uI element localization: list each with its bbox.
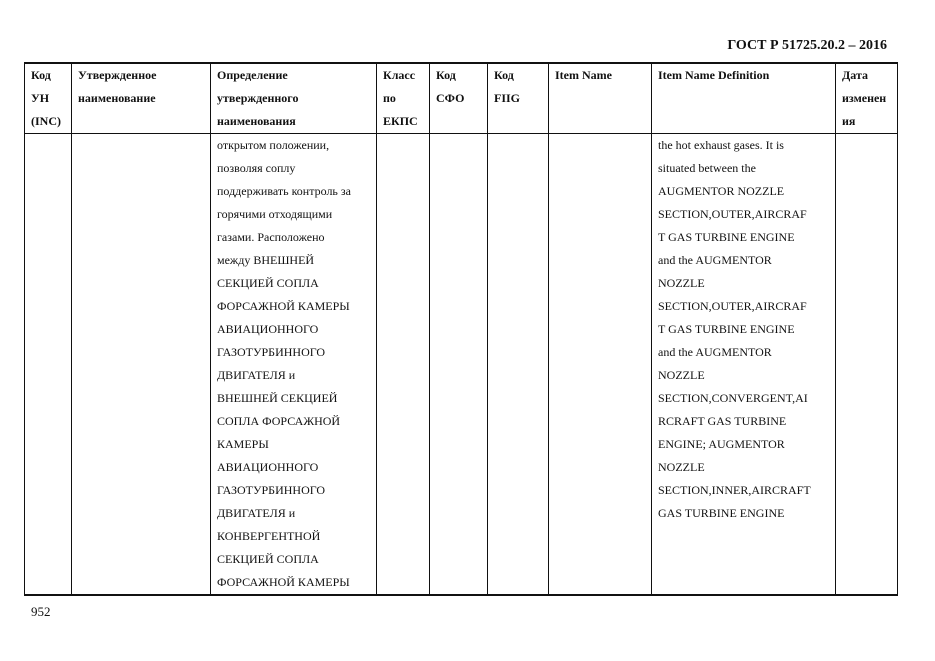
- cell-class: [377, 134, 430, 596]
- header-sfo-code: Код СФО: [430, 63, 488, 134]
- header-fiig-code: Код FIIG: [488, 63, 549, 134]
- header-approved-name: Утвержденное наименование: [72, 63, 211, 134]
- table-header-row: [25, 63, 898, 134]
- header-inc-code: Код УН (INC): [25, 63, 72, 134]
- header-name-definition-ru: Определение утвержденного наименования: [211, 63, 377, 134]
- cell-definition-ru: открытом положении, позволяя соплу поддерживать контроль за горячими отходящими газами. Расположено между ВНЕШНЕЙ СЕКЦИЕЙ СОПЛА ФОРСАЖНОЙ КАМЕРЫ АВИАЦИОННОГО ГАЗОТУРБИННОГО ДВИГАТЕЛЯ и ВНЕШНЕЙ СЕКЦИЕЙ СОПЛА ФОРСАЖНОЙ КАМЕРЫ АВИАЦИОННОГО ГАЗОТУРБИННОГО ДВИГАТЕЛЯ и КОНВЕРГЕНТНОЙ СЕКЦИЕЙ СОПЛА ФОРСАЖНОЙ КАМЕРЫ: [211, 134, 377, 596]
- header-class: Класс по ЕКПС: [377, 63, 430, 134]
- cell-approved-name: [72, 134, 211, 596]
- cell-sfo-code: [430, 134, 488, 596]
- table-row: [25, 134, 898, 596]
- cell-item-name: [549, 134, 652, 596]
- cell-inc-code: [25, 134, 72, 596]
- cell-change-date: [836, 134, 898, 596]
- header-item-name-definition: Item Name Definition: [652, 63, 836, 134]
- cell-definition-en: the hot exhaust gases. It is situated between the AUGMENTOR NOZZLE SECTION,OUTER,AIRCRAF T GAS TURBINE ENGINE and the AUGMENTOR NOZZLE SECTION,OUTER,AIRCRAF T GAS TURBINE ENGINE and the AUGMENTOR NOZZLE SECTION,CONVERGENT,AI RCRAFT GAS TURBINE ENGINE; AUGMENTOR NOZZLE SECTION,INNER,AIRCRAFT GAS TURBINE ENGINE: [652, 134, 836, 596]
- header-change-date: Дата изменен ия: [836, 63, 898, 134]
- page-number: 952: [31, 604, 51, 619]
- cell-fiig-code: [488, 134, 549, 596]
- document-code: ГОСТ Р 51725.20.2 – 2016: [727, 38, 887, 53]
- header-item-name: Item Name: [549, 63, 652, 134]
- nomenclature-table: [24, 62, 898, 596]
